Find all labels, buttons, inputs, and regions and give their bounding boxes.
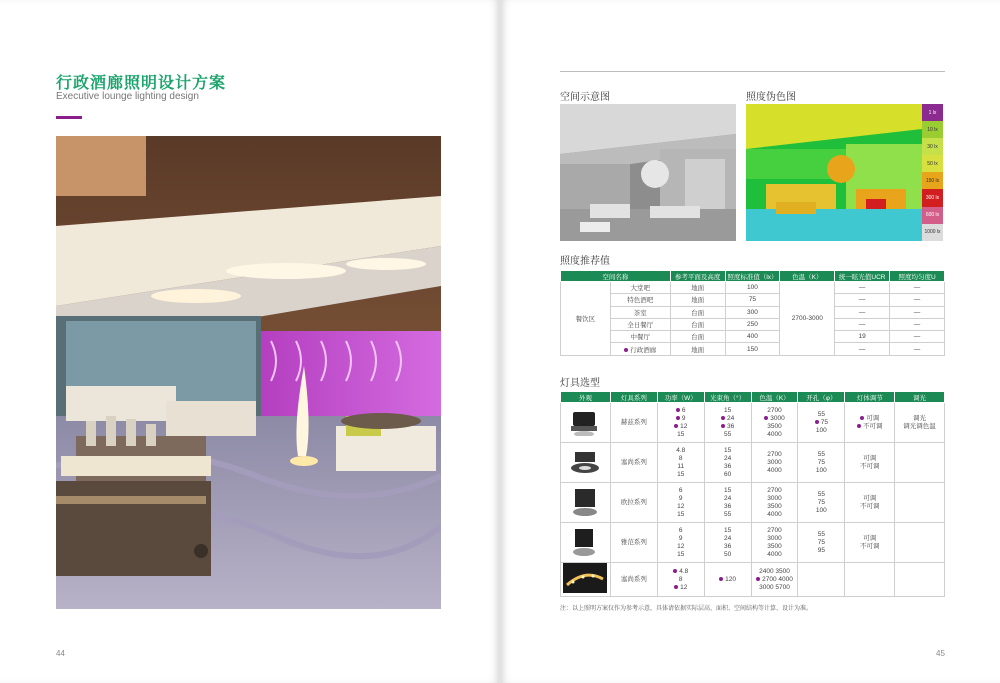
cct-cell: 2700-3000 (780, 282, 835, 356)
lux-cell: 75 (725, 294, 780, 306)
lux-cell: 300 (725, 306, 780, 318)
selected-dot-icon (624, 348, 628, 352)
illuminance-row (561, 306, 945, 318)
fixture-thumbnail (561, 523, 611, 563)
space-diagram-label: 空间示意图 (560, 92, 610, 103)
lux-legend-swatch-300: 300 lx (922, 189, 943, 206)
lux-cell: 400 (725, 331, 780, 343)
beam-cell-value: 15 (723, 406, 732, 414)
space-name-cell: 特色酒吧 (610, 294, 670, 306)
fixture-image (563, 406, 607, 436)
lux-cell: 150 (725, 343, 780, 355)
ugr-cell: — (835, 318, 890, 330)
beam-cell-value: 24 (723, 534, 732, 542)
lux-legend-swatch-30: 30 lx (922, 138, 943, 155)
illuminance-row (561, 343, 945, 355)
right-page (501, 0, 1000, 683)
plane-cell: 台面 (670, 306, 725, 318)
cutout-cell (798, 483, 845, 523)
fixture-thumbnail (561, 403, 611, 443)
illuminance-row (561, 282, 945, 294)
cutout-cell-value: 75 (798, 419, 844, 427)
adjust-cell (845, 443, 895, 483)
fixture-cct-cell-value: 3000 (767, 534, 782, 542)
beam-cell-value: 55 (723, 430, 732, 438)
beam-cell-value: 15 (723, 446, 732, 454)
power-cell-value: 15 (677, 470, 685, 478)
page-number-left: 44 (56, 649, 65, 658)
beam-cell (704, 403, 751, 443)
selected-dot-icon (860, 416, 864, 420)
fixture-cct-cell (751, 523, 798, 563)
beam-cell (704, 523, 751, 563)
power-cell-value: 15 (677, 430, 685, 438)
fixture-cct-cell-value: 2700 (767, 450, 782, 458)
beam-cell-value: 15 (723, 486, 732, 494)
beam-cell-value: 36 (723, 462, 732, 470)
illuminance-table (560, 270, 945, 356)
plane-cell: 地面 (670, 282, 725, 294)
title-accent-bar (56, 116, 82, 119)
fixture-cct-cell-value: 3500 (767, 542, 782, 550)
adjust-cell-value: 可调 (863, 534, 877, 542)
space-name-cell: 茶室 (610, 306, 670, 318)
fixture-thumbnail (561, 563, 611, 597)
dimming-cell-value: 调光调色温 (903, 422, 936, 430)
lux-cell: 250 (725, 318, 780, 330)
col-ugr: 统一眩光值UCR (835, 271, 890, 282)
col-space-name: 空间名称 (561, 271, 671, 282)
dimming-cell (895, 563, 945, 597)
fixture-image (563, 526, 607, 556)
power-cell-value: 8 (678, 575, 683, 583)
fixture-row (561, 443, 945, 483)
col-dimming: 调光 (895, 392, 945, 403)
cutout-cell (798, 443, 845, 483)
fixture-cct-cell-value: 3000 (752, 415, 798, 423)
beam-cell-value: 24 (723, 454, 732, 462)
lounge-photo (56, 136, 441, 609)
plane-cell: 台面 (670, 331, 725, 343)
power-cell-value: 12 (658, 423, 704, 431)
beam-cell-value: 15 (723, 526, 732, 534)
ugr-cell: — (835, 306, 890, 318)
col-appearance: 外观 (561, 392, 611, 403)
left-page (0, 0, 499, 683)
beam-cell (704, 443, 751, 483)
uniformity-cell: — (890, 294, 945, 306)
false-color-illustration (746, 104, 922, 241)
power-cell-value: 9 (678, 494, 683, 502)
cutout-cell-value: 55 (817, 530, 825, 538)
fixture-series-cell: 雅范系列 (610, 523, 657, 563)
fixture-thumbnail (561, 443, 611, 483)
power-cell-value: 12 (658, 584, 704, 592)
adjust-cell-value: 可调 (863, 454, 877, 462)
adjust-cell-value: 可调 (863, 494, 877, 502)
lux-legend-swatch-50: 50 lx (922, 155, 943, 172)
uniformity-cell: — (890, 306, 945, 318)
col-cutout: 开孔（φ） (798, 392, 845, 403)
lux-legend-swatch-600: 600 lx (922, 207, 943, 224)
illuminance-header-row (561, 271, 945, 282)
fixture-cct-cell-value: 4000 (767, 430, 782, 438)
cutout-cell-value: 55 (817, 410, 825, 418)
fixture-cct-cell (751, 443, 798, 483)
fixture-image (563, 486, 607, 516)
cutout-cell (798, 523, 845, 563)
lux-legend-swatch-1: 1 lx (922, 104, 943, 121)
uniformity-cell: — (890, 318, 945, 330)
power-cell-value: 12 (677, 542, 685, 550)
cutout-cell-value: 100 (815, 466, 827, 474)
fixture-cct-cell (751, 563, 798, 597)
group-cell: 餐饮区 (561, 282, 611, 356)
cutout-cell-value: 75 (817, 498, 825, 506)
selected-dot-icon (815, 420, 819, 424)
ugr-cell: — (835, 294, 890, 306)
fixture-cct-cell-value: 3000 (767, 494, 782, 502)
fixture-series-cell: 欧拉系列 (610, 483, 657, 523)
col-power: 功率（W） (657, 392, 704, 403)
col-adjust: 灯体调节 (845, 392, 895, 403)
recommend-label: 照度推荐值 (560, 256, 610, 267)
beam-cell-value: 36 (723, 542, 732, 550)
adjust-cell (845, 483, 895, 523)
beam-cell-value: 120 (705, 576, 751, 584)
space-name-cell: 中餐厅 (610, 331, 670, 343)
page-title: 行政酒廊照明设计方案 (56, 75, 227, 92)
lux-legend-swatch-150: 150 lx (922, 172, 943, 189)
top-rule (560, 71, 945, 72)
uniformity-cell: — (890, 331, 945, 343)
beam-cell (704, 563, 751, 597)
fixture-cct-cell-value: 3000 (767, 458, 782, 466)
adjust-cell (845, 523, 895, 563)
fixture-cct-cell-value: 3000 5700 (759, 583, 790, 591)
fixture-cct-cell-value: 2700 (767, 526, 782, 534)
power-cell-value: 9 (658, 415, 704, 423)
illuminance-row (561, 294, 945, 306)
dimming-cell (895, 523, 945, 563)
fixture-cct-cell-value: 3500 (767, 502, 782, 510)
beam-cell-value: 24 (705, 415, 751, 423)
lux-legend-swatch-1000: 1000 lx (922, 224, 943, 241)
power-cell-value: 6 (658, 407, 704, 415)
beam-cell-value: 36 (705, 423, 751, 431)
fixture-image (563, 563, 607, 593)
fixture-cct-cell (751, 483, 798, 523)
selected-dot-icon (673, 569, 677, 573)
dimming-cell (895, 443, 945, 483)
lux-legend (922, 104, 943, 241)
power-cell-value: 12 (677, 502, 685, 510)
fixture-row (561, 523, 945, 563)
col-series: 灯具系列 (610, 392, 657, 403)
power-cell-value: 15 (677, 510, 685, 518)
cutout-cell-value: 100 (815, 426, 827, 434)
fixture-cct-cell-value: 2700 4000 (752, 576, 798, 584)
illuminance-row (561, 318, 945, 330)
illuminance-table-body (561, 282, 945, 356)
lux-cell: 100 (725, 282, 780, 294)
beam-cell-value: 24 (723, 494, 732, 502)
cutout-cell-value: 95 (817, 546, 825, 554)
cutout-cell (798, 563, 845, 597)
col-uniformity: 照度均匀度U (890, 271, 945, 282)
space-render-illustration (560, 104, 736, 241)
plane-cell: 地面 (670, 294, 725, 306)
cutout-cell-value: 75 (817, 538, 825, 546)
lounge-photo-illustration (56, 136, 441, 609)
fixture-row (561, 483, 945, 523)
space-name-cell: 大堂吧 (610, 282, 670, 294)
beam-cell-value: 50 (723, 550, 732, 558)
fixture-cct-cell (751, 403, 798, 443)
fixture-image (563, 446, 607, 476)
false-color-label: 照度伪色图 (746, 92, 796, 103)
power-cell-value: 11 (677, 462, 685, 470)
beam-cell (704, 483, 751, 523)
fixture-cct-cell-value: 2700 (767, 486, 782, 494)
power-cell-value: 6 (678, 526, 683, 534)
page-number-right: 45 (936, 649, 945, 658)
cutout-cell (798, 403, 845, 443)
adjust-cell (845, 563, 895, 597)
power-cell (657, 403, 704, 443)
fixture-series-cell: 塞尚系列 (610, 563, 657, 597)
power-cell (657, 563, 704, 597)
adjust-cell-value: 不可调 (845, 423, 894, 431)
selected-dot-icon (857, 424, 861, 428)
fixture-table-body (561, 403, 945, 597)
dimming-cell-value: 调光 (913, 414, 927, 422)
space-name-cell: 行政酒廊 (610, 343, 670, 355)
adjust-cell-value: 不可调 (859, 462, 880, 470)
false-color-image (746, 104, 922, 241)
power-cell-value: 4.8 (676, 446, 686, 454)
adjust-cell (845, 403, 895, 443)
selected-dot-icon (676, 416, 680, 420)
plane-cell: 地面 (670, 343, 725, 355)
dimming-cell (895, 483, 945, 523)
selected-dot-icon (756, 577, 760, 581)
fixture-cct-cell-value: 3500 (767, 422, 782, 430)
fixture-series-cell: 塞尚系列 (610, 443, 657, 483)
fixture-cct-cell-value: 2400 3500 (759, 567, 790, 575)
fixture-cct-cell-value: 4000 (767, 510, 782, 518)
adjust-cell-value: 不可调 (859, 502, 880, 510)
ugr-cell: — (835, 282, 890, 294)
illuminance-row (561, 331, 945, 343)
plane-cell: 台面 (670, 318, 725, 330)
selected-dot-icon (676, 408, 680, 412)
power-cell-value: 6 (678, 486, 683, 494)
cutout-cell-value: 55 (817, 490, 825, 498)
space-name-cell: 全日餐厅 (610, 318, 670, 330)
col-plane: 参考平面及高度 (670, 271, 725, 282)
lux-legend-swatch-10: 10 lx (922, 121, 943, 138)
fixture-label: 灯具选型 (560, 378, 600, 389)
beam-cell-value: 60 (723, 470, 732, 478)
cutout-cell-value: 100 (815, 506, 827, 514)
fixture-row (561, 403, 945, 443)
power-cell (657, 523, 704, 563)
fixture-row (561, 563, 945, 597)
selected-dot-icon (721, 416, 725, 420)
fixture-cct-cell-value: 2700 (767, 406, 782, 414)
ugr-cell: 19 (835, 331, 890, 343)
uniformity-cell: — (890, 343, 945, 355)
power-cell (657, 443, 704, 483)
adjust-cell-value: 不可调 (859, 542, 880, 550)
col-cct: 色温（K） (780, 271, 835, 282)
selected-dot-icon (719, 577, 723, 581)
page-subtitle: Executive lounge lighting design (56, 91, 199, 102)
fixture-header-row (561, 392, 945, 403)
selected-dot-icon (674, 424, 678, 428)
power-cell-value: 15 (677, 550, 685, 558)
dimming-cell (895, 403, 945, 443)
uniformity-cell: — (890, 282, 945, 294)
fixture-cct-cell-value: 4000 (767, 466, 782, 474)
selected-dot-icon (674, 585, 678, 589)
col-fixture-cct: 色温（K） (751, 392, 798, 403)
fixture-series-cell: 赫兹系列 (610, 403, 657, 443)
col-beam: 光束角（°） (704, 392, 751, 403)
ugr-cell: — (835, 343, 890, 355)
power-cell-value: 9 (678, 534, 683, 542)
cutout-cell-value: 75 (817, 458, 825, 466)
cutout-cell-value: 55 (817, 450, 825, 458)
adjust-cell-value: 可调 (845, 415, 894, 423)
col-lux: 照度标准值（lx） (725, 271, 780, 282)
selected-dot-icon (721, 424, 725, 428)
beam-cell-value: 36 (723, 502, 732, 510)
fixture-table (560, 391, 945, 597)
fixture-thumbnail (561, 483, 611, 523)
beam-cell-value: 55 (723, 510, 732, 518)
power-cell-value: 8 (678, 454, 683, 462)
fixture-cct-cell-value: 4000 (767, 550, 782, 558)
power-cell (657, 483, 704, 523)
power-cell-value: 4.8 (658, 568, 704, 576)
selected-dot-icon (764, 416, 768, 420)
space-render-image (560, 104, 736, 241)
footnote: 注：以上照明方案仅作为参考示意，具体请依据实际层高、面积、空间结构等计算、设计为准。 (560, 606, 813, 612)
